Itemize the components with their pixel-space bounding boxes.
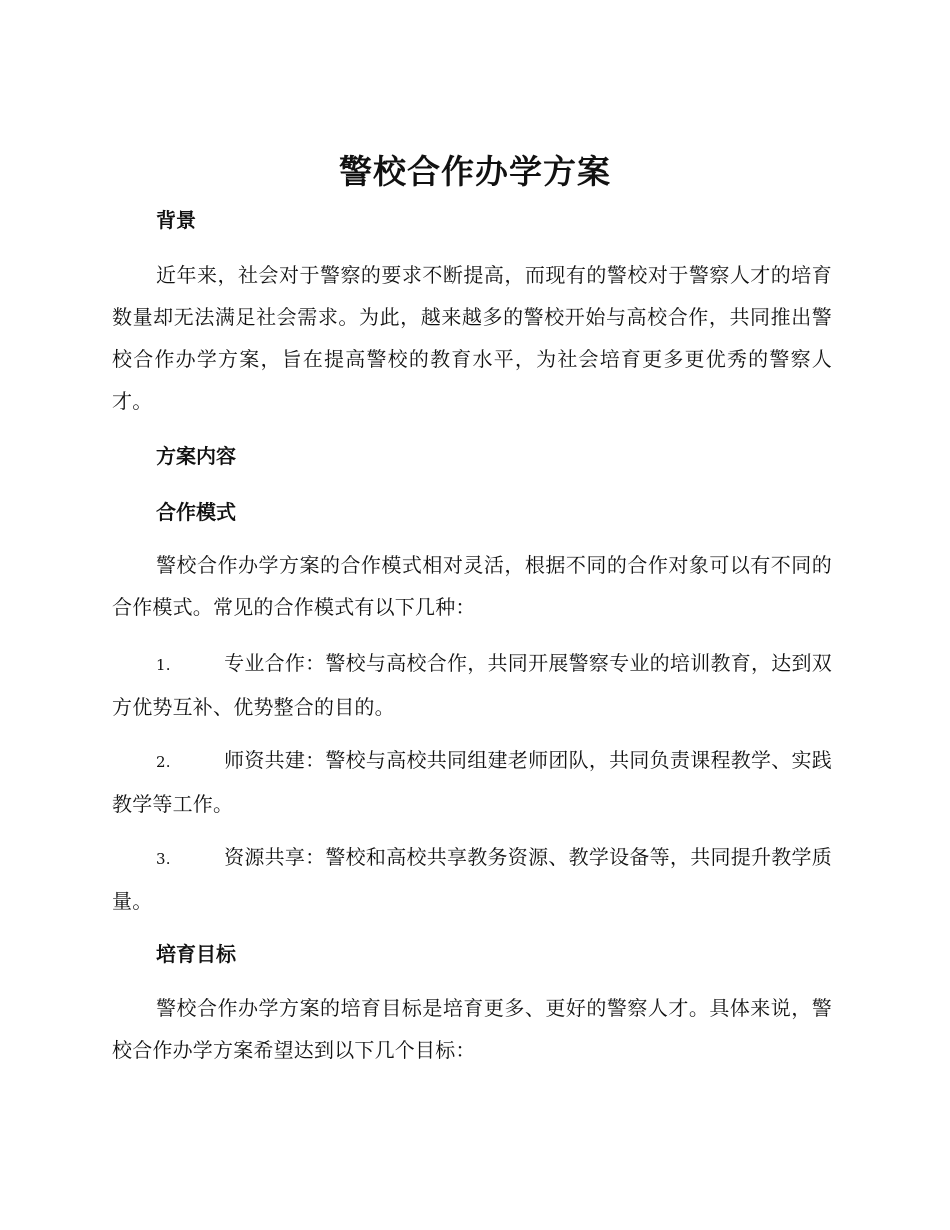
heading-goal: 培育目标 — [156, 942, 236, 966]
list-item-number: 2. — [156, 753, 171, 771]
list-item-text: 师资共建：警校与高校共同组建老师团队，共同负责课程教学、实践教学等工作。 — [112, 748, 832, 816]
list-item — [112, 836, 832, 922]
list-item-number: 1. — [156, 656, 171, 674]
paragraph-mode: 警校合作办学方案的合作模式相对灵活，根据不同的合作对象可以有不同的合作模式。常见的合作模式有以下几种： — [112, 553, 832, 619]
list-item-number: 3. — [156, 850, 171, 868]
paragraph-goal: 警校合作办学方案的培育目标是培育更多、更好的警察人才。具体来说，警校合作办学方案希望达到以下几个目标： — [112, 996, 832, 1062]
list-item-text: 专业合作：警校与高校合作，共同开展警察专业的培训教育，达到双方优势互补、优势整合的目的。 — [112, 651, 832, 719]
heading-content: 方案内容 — [156, 444, 236, 468]
heading-mode: 合作模式 — [156, 500, 236, 524]
heading-background: 背景 — [156, 208, 196, 232]
document-title: 警校合作办学方案 — [339, 152, 611, 191]
list-item — [112, 739, 832, 825]
list-item-text: 资源共享：警校和高校共享教务资源、教学设备等，共同提升教学质量。 — [112, 845, 832, 913]
paragraph-background: 近年来，社会对于警察的要求不断提高，而现有的警校对于警察人才的培育数量却无法满足社会需求。为此，越来越多的警校开始与高校合作，共同推出警校合作办学方案，旨在提高警校的教育水平，为社会培育更多更优秀的警察人才。 — [112, 263, 832, 413]
list-item — [112, 642, 832, 728]
